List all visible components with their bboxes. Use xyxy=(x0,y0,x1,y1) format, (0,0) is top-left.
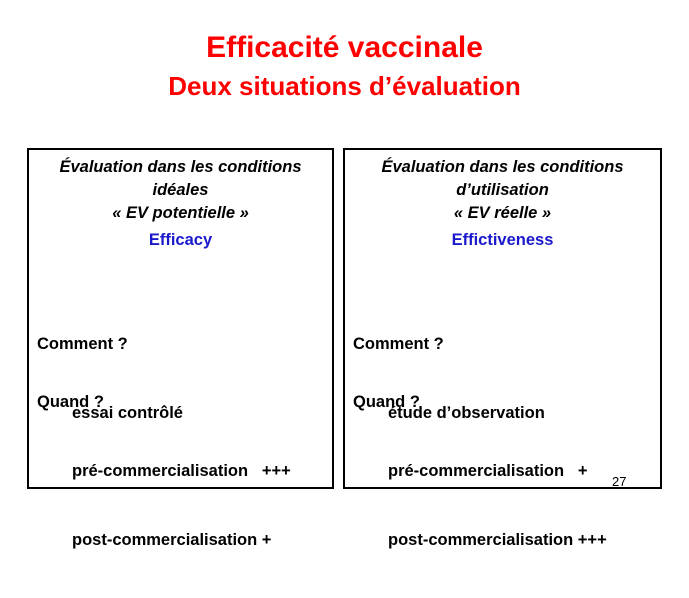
left-panel-ideal-conditions xyxy=(27,148,334,549)
left-quand-block xyxy=(37,345,291,598)
left-heading-line-3: « EV potentielle » xyxy=(112,204,249,222)
slide-subtitle: Deux situations d’évaluation xyxy=(168,71,521,101)
right-comment-label: Comment ? xyxy=(353,335,444,353)
right-heading-line-1: Évaluation dans les conditions xyxy=(381,158,624,176)
left-keyword-efficacy: Efficacy xyxy=(148,231,213,249)
right-comment-answer: étude d’observation xyxy=(388,404,545,422)
right-heading-line-3: « EV réelle » xyxy=(453,204,552,222)
left-panel-heading xyxy=(29,156,332,225)
page-number: 27 xyxy=(612,474,627,489)
left-quand-line-2: post-commercialisation + xyxy=(72,531,272,549)
left-heading-line-1: Évaluation dans les conditions xyxy=(59,158,302,176)
right-quand-line-2: post-commercialisation +++ xyxy=(388,531,607,549)
right-panel-real-conditions xyxy=(343,148,662,549)
right-panel-heading xyxy=(345,156,660,225)
left-comment-answer: essai contrôlé xyxy=(72,404,183,422)
right-heading-line-2: d’utilisation xyxy=(456,181,549,199)
slide-title: Efficacité vaccinale xyxy=(206,31,483,64)
left-comment-label: Comment ? xyxy=(37,335,128,353)
left-heading-line-2: idéales xyxy=(152,181,209,199)
right-quand-label: Quand ? xyxy=(353,393,420,411)
right-keyword-effectiveness: Effictiveness xyxy=(451,231,554,249)
right-quand-block xyxy=(353,345,607,598)
right-quand-line-1: pré-commercialisation + xyxy=(388,462,588,480)
left-quand-label: Quand ? xyxy=(37,393,104,411)
left-quand-line-1: pré-commercialisation +++ xyxy=(72,462,291,480)
